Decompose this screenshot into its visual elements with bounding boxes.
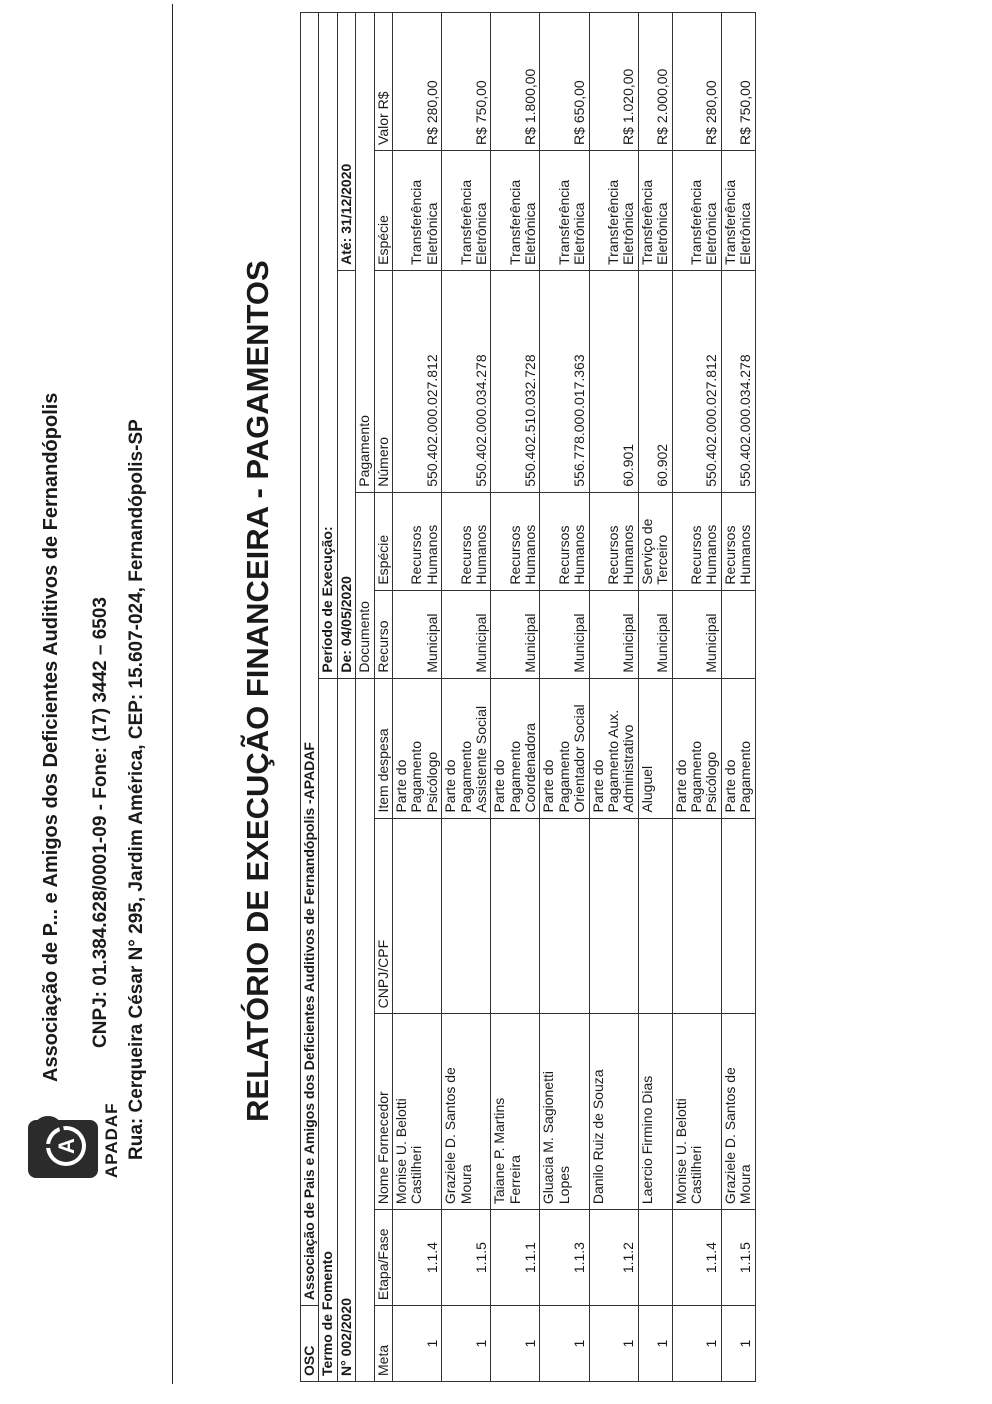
cell-fornecedor: Monise U. Belotti Castilheri [672,1014,721,1210]
periodo-label: Período de Execução: [319,13,337,679]
column-header-row [374,13,392,1382]
col-etapa: Etapa/Fase [374,1210,392,1306]
cell-etapa: 1.1.4 [672,1210,721,1306]
cell-cnpj [672,818,721,1014]
cell-cnpj [721,818,755,1014]
cell-recurso: Municipal [442,590,491,678]
cell-etapa: 1.1.3 [540,1210,589,1306]
cell-item: Parte do Pagamento Assistente Social [442,678,491,818]
table-row [721,13,755,1382]
table-row [491,13,540,1382]
dates-row [337,13,355,1382]
cell-pag-especie: Transferência Eletrônica [491,150,540,270]
cell-numero: 550.402.510.032.728 [491,270,540,492]
col-cnpj: CNPJ/CPF [374,818,392,1014]
cell-pag-especie: Transferência Eletrônica [672,150,721,270]
cell-numero: 550.402.000.034.278 [721,270,755,492]
table-row [672,13,721,1382]
cell-doc-especie: Recursos Humanos [491,492,540,590]
cell-meta: 1 [672,1306,721,1382]
cell-recurso: Municipal [491,590,540,678]
cell-valor: R$ 280,00 [672,13,721,151]
cell-fornecedor: Gluacia M. Sagionetti Lopes [540,1014,589,1210]
cell-meta: 1 [392,1306,441,1382]
cell-doc-especie: Recursos Humanos [672,492,721,590]
cell-cnpj [442,818,491,1014]
cell-pag-especie: Transferência Eletrônica [540,150,589,270]
date-to: Até: 31/12/2020 [337,13,355,271]
cell-etapa: 1.1.5 [442,1210,491,1306]
date-from: De: 04/05/2020 [337,270,355,678]
payment-rows [392,13,755,1382]
cell-recurso [721,590,755,678]
cell-valor: R$ 750,00 [442,13,491,151]
cell-item: Parte do Pagamento Aux. Administrativo [589,678,638,818]
cell-numero: 550.402.000.027.812 [672,270,721,492]
cell-doc-especie: Recursos Humanos [392,492,441,590]
cell-numero: 60.901 [589,270,638,492]
termo-row [319,13,337,1382]
cell-recurso: Municipal [638,590,672,678]
col-recurso: Recurso [374,590,392,678]
cell-valor: R$ 1.800,00 [491,13,540,151]
cell-doc-especie: Recursos Humanos [540,492,589,590]
cell-item: Aluguel [638,678,672,818]
termo-number: N° 002/2020 [337,678,355,1381]
cell-fornecedor: Graziele D. Santos de Moura [442,1014,491,1210]
cell-meta: 1 [540,1306,589,1382]
cell-numero: 550.402.000.027.812 [392,270,441,492]
cell-fornecedor: Taiane P. Martins Ferreira [491,1014,540,1210]
cell-meta: 1 [638,1306,672,1382]
cell-etapa: 1.1.2 [589,1210,638,1306]
cell-fornecedor: Laercio Firmino Dias [638,1014,672,1210]
cell-fornecedor: Monise U. Belotti Castilheri [392,1014,441,1210]
cell-doc-especie: Recursos Humanos [442,492,491,590]
cell-cnpj [589,818,638,1014]
cell-numero: 60.902 [638,270,672,492]
cell-etapa: 1.1.5 [721,1210,755,1306]
col-valor: Valor R$ [374,13,392,151]
cell-pag-especie: Transferência Eletrônica [392,150,441,270]
group-pagamento: Pagamento [356,13,374,493]
cell-meta: 1 [721,1306,755,1382]
cell-cnpj [540,818,589,1014]
col-doc-especie: Espécie [374,492,392,590]
cell-meta: 1 [589,1306,638,1382]
cell-meta: 1 [442,1306,491,1382]
col-fornecedor: Nome Fornecedor [374,1014,392,1210]
col-item: Item despesa [374,678,392,818]
osc-value: Associação de Pais e Amigos dos Deficientes Auditivos de Fernandópolis -APADAF [301,13,319,1306]
cell-item: Parte do Pagamento Coordenadora [491,678,540,818]
cell-valor: R$ 1.020,00 [589,13,638,151]
cell-valor: R$ 650,00 [540,13,589,151]
cell-valor: R$ 2.000,00 [638,13,672,151]
table-row [589,13,638,1382]
cell-etapa [638,1210,672,1306]
cell-recurso: Municipal [589,590,638,678]
cell-recurso: Municipal [392,590,441,678]
payments-table [300,12,756,1382]
cell-item: Parte do Pagamento Psicólogo [672,678,721,818]
group-documento: Documento [356,492,374,678]
cell-doc-especie: Serviço de Terceiro [638,492,672,590]
address: Rua: Cerqueira César N° 295, Jardim América, CEP: 15.607-024, Fernandópolis-SP [126,419,147,1160]
col-meta: Meta [374,1306,392,1382]
cnpj-phone: CNPJ: 01.384.628/0001-09 - Fone: (17) 3442 – 6503 [90,597,111,1048]
cell-fornecedor: Danilo Ruiz de Souza [589,1014,638,1210]
apadaf-logo [22,1100,112,1180]
cell-fornecedor: Graziele D. Santos de Moura [721,1014,755,1210]
cell-doc-especie: Recursos Humanos [721,492,755,590]
cell-recurso: Municipal [672,590,721,678]
cell-doc-especie: Recursos Humanos [589,492,638,590]
cell-pag-especie: Transferência Eletrônica [721,150,755,270]
cell-numero: 556.778.000.017.363 [540,270,589,492]
table-row [392,13,441,1382]
cell-numero: 550.402.000.034.278 [442,270,491,492]
cell-valor: R$ 750,00 [721,13,755,151]
cell-cnpj [638,818,672,1014]
logo-text: APADAF [102,1102,121,1178]
cell-item: Parte do Pagamento Psicólogo [392,678,441,818]
cell-cnpj [491,818,540,1014]
col-pag-especie: Espécie [374,150,392,270]
col-numero: Número [374,270,392,492]
organization-name: Associação de P... e Amigos dos Deficientes Auditivos de Fernandópolis [40,392,62,1082]
termo-label: Termo de Fomento [319,678,337,1381]
cell-meta: 1 [491,1306,540,1382]
logo-letter: A [54,1138,79,1154]
osc-label: OSC [301,1306,319,1382]
header-divider [172,4,173,1384]
cell-etapa: 1.1.1 [491,1210,540,1306]
cell-cnpj [392,818,441,1014]
cell-etapa: 1.1.4 [392,1210,441,1306]
cell-pag-especie: Transferência Eletrônica [589,150,638,270]
report-title: RELATÓRIO DE EXECUÇÃO FINANCEIRA - PAGAMENTOS [240,260,275,1122]
table-row [540,13,589,1382]
cell-item: Parte do Pagamento Orientador Social [540,678,589,818]
table-row [442,13,491,1382]
osc-row [301,13,319,1382]
table-row [638,13,672,1382]
cell-pag-especie: Transferência Eletrônica [442,150,491,270]
cell-recurso: Municipal [540,590,589,678]
group-header-row [356,13,374,1382]
cell-valor: R$ 280,00 [392,13,441,151]
cell-item: Parte do Pagamento [721,678,755,818]
cell-pag-especie: Transferência Eletrônica [638,150,672,270]
